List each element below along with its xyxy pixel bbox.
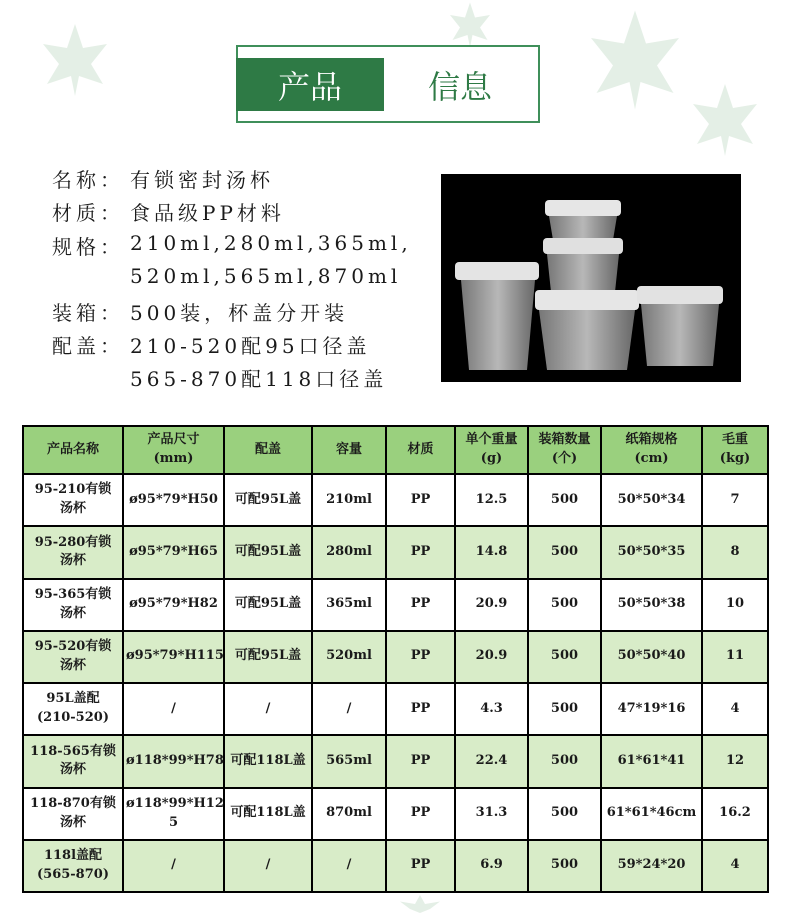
- table-cell: 22.4: [455, 735, 528, 787]
- table-cell: /: [224, 840, 312, 892]
- info-label: 材质：: [52, 201, 124, 225]
- column-header: 产品名称: [23, 426, 123, 474]
- table-row: [23, 631, 768, 683]
- info-label: 装箱：: [52, 301, 124, 325]
- table-cell: 12: [702, 735, 768, 787]
- table-cell: PP: [386, 474, 455, 526]
- table-cell: ø118*99*H78: [123, 735, 224, 787]
- column-header: 毛重 (kg): [702, 426, 768, 474]
- table-cell: 可配95L盖: [224, 474, 312, 526]
- table-cell: 可配118L盖: [224, 788, 312, 840]
- table-cell: 95-280有锁 汤杯: [23, 526, 123, 578]
- table-cell: 500: [528, 526, 601, 578]
- title-left: 产品: [236, 58, 384, 111]
- info-value: 210-520配95口径盖: [130, 334, 371, 358]
- column-header: 装箱数量 (个): [528, 426, 601, 474]
- table-cell: ø95*79*H65: [123, 526, 224, 578]
- table-cell: 10: [702, 579, 768, 631]
- table-cell: ø95*79*H115: [123, 631, 224, 683]
- table-cell: 500: [528, 840, 601, 892]
- table-cell: 4.3: [455, 683, 528, 735]
- table-cell: 14.8: [455, 526, 528, 578]
- column-header: 纸箱规格 (cm): [601, 426, 702, 474]
- table-cell: 95-365有锁 汤杯: [23, 579, 123, 631]
- table-row: [23, 579, 768, 631]
- maple-leaf-icon: [430, 0, 510, 50]
- table-row: [23, 474, 768, 526]
- table-cell: 520ml: [312, 631, 386, 683]
- table-row: [23, 683, 768, 735]
- spec-table: [22, 425, 769, 893]
- table-row: [23, 526, 768, 578]
- table-cell: PP: [386, 526, 455, 578]
- table-row: [23, 735, 768, 787]
- maple-leaf-icon: [30, 20, 120, 100]
- info-label: 名称：: [52, 168, 124, 192]
- table-cell: 11: [702, 631, 768, 683]
- column-header: 容量: [312, 426, 386, 474]
- table-cell: 47*19*16: [601, 683, 702, 735]
- maple-leaf-icon: [580, 5, 690, 115]
- column-header: 配盖: [224, 426, 312, 474]
- table-cell: 870ml: [312, 788, 386, 840]
- table-cell: PP: [386, 840, 455, 892]
- table-cell: ø95*79*H82: [123, 579, 224, 631]
- table-cell: /: [312, 840, 386, 892]
- table-cell: 可配95L盖: [224, 526, 312, 578]
- table-cell: 500: [528, 631, 601, 683]
- table-cell: /: [224, 683, 312, 735]
- table-cell: PP: [386, 788, 455, 840]
- table-cell: 118l盖配 (565-870): [23, 840, 123, 892]
- table-cell: 50*50*38: [601, 579, 702, 631]
- table-cell: PP: [386, 579, 455, 631]
- table-cell: 6.9: [455, 840, 528, 892]
- table-cell: 可配95L盖: [224, 631, 312, 683]
- table-cell: 210ml: [312, 474, 386, 526]
- table-cell: 50*50*40: [601, 631, 702, 683]
- table-cell: 16.2: [702, 788, 768, 840]
- table-cell: 20.9: [455, 631, 528, 683]
- table-cell: 50*50*34: [601, 474, 702, 526]
- table-header-row: [23, 426, 768, 474]
- table-cell: PP: [386, 631, 455, 683]
- column-header: 产品尺寸 (mm): [123, 426, 224, 474]
- table-cell: 20.9: [455, 579, 528, 631]
- table-row: [23, 788, 768, 840]
- info-value: 食品级PP材料: [130, 201, 285, 225]
- info-value: 520ml,565ml,870ml: [130, 264, 402, 288]
- table-cell: 95-520有锁 汤杯: [23, 631, 123, 683]
- table-cell: 4: [702, 683, 768, 735]
- table-cell: /: [123, 683, 224, 735]
- table-cell: 500: [528, 474, 601, 526]
- table-cell: 500: [528, 788, 601, 840]
- table-cell: 95-210有锁 汤杯: [23, 474, 123, 526]
- title-right: 信息: [427, 67, 492, 106]
- table-cell: 59*24*20: [601, 840, 702, 892]
- table-cell: 118-565有锁 汤杯: [23, 735, 123, 787]
- table-cell: 可配118L盖: [224, 735, 312, 787]
- table-cell: ø95*79*H50: [123, 474, 224, 526]
- table-cell: 12.5: [455, 474, 528, 526]
- product-photo: [441, 174, 741, 382]
- table-cell: 7: [702, 474, 768, 526]
- table-cell: 4: [702, 840, 768, 892]
- table-cell: /: [123, 840, 224, 892]
- cups-image: [441, 174, 741, 382]
- table-cell: 50*50*35: [601, 526, 702, 578]
- info-label: 配盖：: [52, 334, 124, 358]
- column-header: 材质: [386, 426, 455, 474]
- table-row: [23, 840, 768, 892]
- table-cell: 118-870有锁 汤杯: [23, 788, 123, 840]
- maple-leaf-icon: [390, 894, 450, 914]
- column-header: 单个重量 (g): [455, 426, 528, 474]
- table-cell: 280ml: [312, 526, 386, 578]
- maple-leaf-icon: [680, 80, 770, 160]
- table-cell: 61*61*41: [601, 735, 702, 787]
- info-label: 规格：: [52, 235, 124, 259]
- info-value: 210ml,280ml,365ml,: [130, 231, 412, 255]
- table-cell: PP: [386, 683, 455, 735]
- info-value: 500装，杯盖分开装: [130, 301, 349, 325]
- table-cell: 565ml: [312, 735, 386, 787]
- table-cell: 31.3: [455, 788, 528, 840]
- table-cell: /: [312, 683, 386, 735]
- table-cell: 500: [528, 683, 601, 735]
- table-cell: 500: [528, 735, 601, 787]
- table-cell: 可配95L盖: [224, 579, 312, 631]
- table-cell: PP: [386, 735, 455, 787]
- info-value: 有锁密封汤杯: [130, 168, 274, 192]
- table-cell: 500: [528, 579, 601, 631]
- table-cell: 61*61*46cm: [601, 788, 702, 840]
- info-value: 565-870配118口径盖: [130, 367, 388, 391]
- table-cell: 8: [702, 526, 768, 578]
- table-cell: 95L盖配 (210-520): [23, 683, 123, 735]
- table-cell: 365ml: [312, 579, 386, 631]
- table-cell: ø118*99*H12 5: [123, 788, 224, 840]
